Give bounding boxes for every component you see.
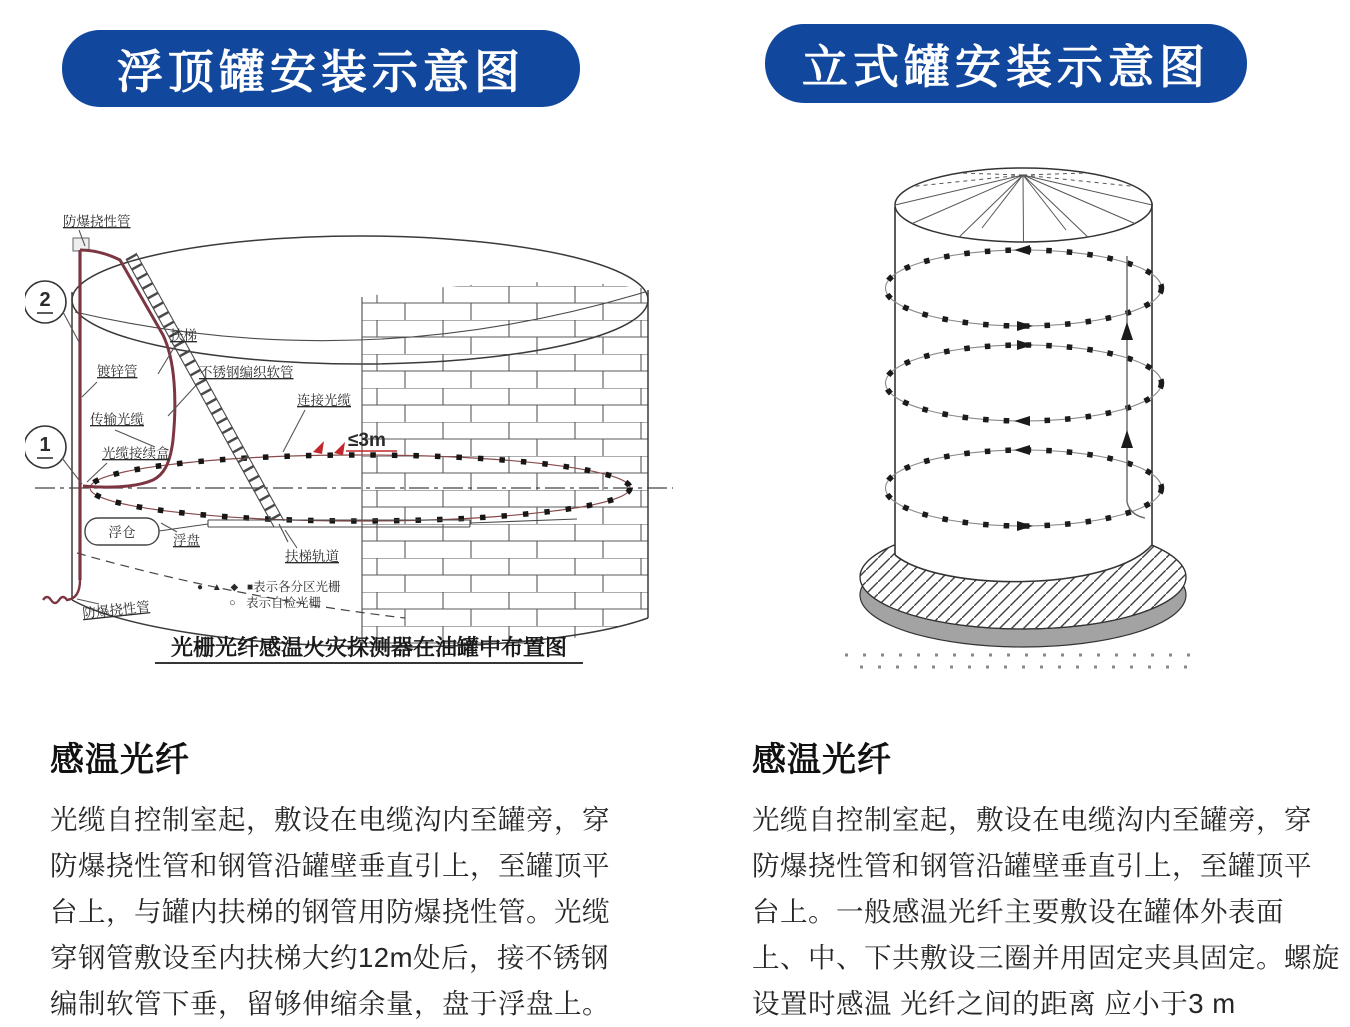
body-line: 防爆挠性管和钢管沿罐壁垂直引上，至罐顶平 bbox=[752, 850, 1312, 881]
body-line: 光缆自控制室起，敷设在电缆沟内至罐旁，穿 bbox=[50, 804, 610, 835]
body-line: 光缆自控制室起，敷设在电缆沟内至罐旁，穿 bbox=[752, 804, 1312, 835]
left-diagram-caption: 光栅光纤感温火灾探测器在油罐中布置图 bbox=[170, 635, 568, 660]
float-deck-label: 浮盘 bbox=[173, 533, 200, 548]
spacing-annotation bbox=[313, 430, 397, 455]
legend-zone-label: 表示各分区光栅 bbox=[253, 580, 341, 594]
body-line: 防爆挠性管和钢管沿罐壁垂直引上，至罐顶平 bbox=[50, 850, 610, 881]
left-section-body bbox=[50, 797, 610, 1027]
ladder bbox=[126, 253, 288, 542]
red-arrow-icon bbox=[313, 441, 324, 454]
transmission-cable-label: 传输光缆 bbox=[90, 412, 144, 427]
right-section-title: 感温光纤 bbox=[752, 741, 892, 779]
floating-roof-tank-title-pill: 浮顶罐安装示意图 bbox=[62, 30, 580, 107]
ladder-label: 扶梯 bbox=[170, 328, 197, 343]
body-line: 台上。一般感温光纤主要敷设在罐体外表面 bbox=[752, 896, 1284, 927]
legend-selfcheck-marker: ○ bbox=[229, 597, 236, 609]
float-chamber-label: 浮仓 bbox=[108, 525, 136, 540]
body-line: 穿钢管敷设至内扶梯大约12m处后，接不锈钢 bbox=[50, 942, 609, 973]
ladder-track-label: 扶梯轨道 bbox=[285, 549, 339, 564]
diagram-labels bbox=[63, 213, 351, 621]
body-line: 上、中、下共敷设三圈并用固定夹具固定。螺旋 bbox=[752, 942, 1340, 973]
body-line: 台上，与罐内扶梯的钢管用防爆挠性管。光缆 bbox=[50, 896, 610, 927]
legend-selfcheck-label: 表示自检光栅 bbox=[246, 596, 322, 610]
connecting-cable-label: 连接光缆 bbox=[297, 393, 351, 408]
left-section-title: 感温光纤 bbox=[50, 741, 190, 779]
diagram-legend bbox=[197, 579, 341, 610]
body-line: 设置时感温 光纤之间的距离 应小于3 m bbox=[752, 988, 1236, 1019]
callout-2-number: 2 bbox=[39, 289, 51, 311]
callout-1 bbox=[25, 426, 82, 484]
callout-1-number: 1 bbox=[39, 434, 51, 456]
legend-zone-markers: ● ▲ ◆ ■ bbox=[197, 582, 257, 593]
body-line: 编制软管下垂，留够伸缩余量，盘于浮盘上。 bbox=[50, 988, 610, 1019]
vertical-tank-title-pill: 立式罐安装示意图 bbox=[765, 24, 1247, 103]
callout-2 bbox=[25, 281, 79, 342]
floating-roof-tank-diagram bbox=[25, 150, 680, 690]
red-arrow-icon bbox=[334, 442, 345, 455]
galvanized-pipe-label: 镀锌管 bbox=[97, 364, 138, 379]
right-section-body bbox=[752, 797, 1340, 1027]
vertical-tank-diagram bbox=[830, 150, 1260, 720]
splice-box-label: 光缆接续盒 bbox=[102, 446, 170, 461]
stainless-hose-label: 不锈钢编织软管 bbox=[199, 365, 294, 380]
flexible-pipe-bottom-coil bbox=[43, 580, 80, 603]
flameproof-pipe-top-label: 防爆挠性管 bbox=[63, 214, 131, 229]
flameproof-pipe-bottom-label: 防爆挠性管 bbox=[81, 599, 151, 621]
max-spacing-label: ≤3m bbox=[348, 430, 386, 451]
